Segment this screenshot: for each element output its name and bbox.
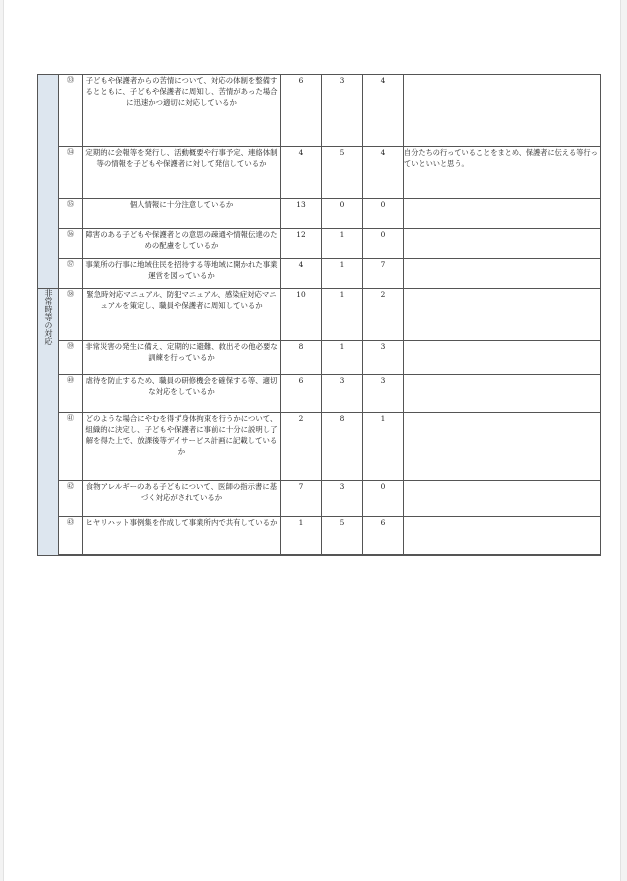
- item-text: 障害のある子どもや保護者との意思の疎通や情報伝達のための配慮をしているか: [83, 229, 281, 259]
- comment-text: [404, 413, 601, 481]
- comment-text: [404, 289, 601, 341]
- item-text: 子どもや保護者からの苦情について、対応の体制を整備するとともに、子どもや保護者に周知し、苦情があった場合に迅速かつ適切に対応しているか: [83, 75, 281, 147]
- comment-text: 自分たちの行っていることをまとめ、保護者に伝える等行っていといいと思う。: [404, 147, 601, 199]
- item-number: ㉝: [59, 75, 83, 147]
- table-row: [38, 147, 601, 199]
- comment-text: [404, 75, 601, 147]
- count-neutral: 1: [322, 229, 363, 259]
- count-yes: 10: [281, 289, 322, 341]
- count-neutral: 3: [322, 375, 363, 413]
- count-neutral: 1: [322, 259, 363, 289]
- comment-text: [404, 341, 601, 375]
- table-row: [38, 259, 601, 289]
- item-text: 事業所の行事に地域住民を招待する等地域に開かれた事業運営を図っているか: [83, 259, 281, 289]
- count-neutral: 1: [322, 289, 363, 341]
- comment-text: [404, 375, 601, 413]
- table-row: [38, 413, 601, 481]
- count-yes: 6: [281, 75, 322, 147]
- count-no: 4: [363, 75, 404, 147]
- item-number: ㉞: [59, 147, 83, 199]
- count-yes: 2: [281, 413, 322, 481]
- count-yes: 12: [281, 229, 322, 259]
- count-no: [363, 555, 404, 556]
- comment-text: [404, 229, 601, 259]
- count-no: 0: [363, 481, 404, 517]
- table-row: [38, 555, 601, 556]
- count-yes: 13: [281, 199, 322, 229]
- section-label: 非常時等の対応: [44, 289, 53, 345]
- item-number: ㊷: [59, 481, 83, 517]
- count-no: 3: [363, 375, 404, 413]
- table-row: [38, 517, 601, 555]
- item-text: 定期的に会報等を発行し、活動概要や行事予定、連絡体制等の情報を子どもや保護者に対して発信しているか: [83, 147, 281, 199]
- item-number: ㊱: [59, 229, 83, 259]
- comment-text: [404, 481, 601, 517]
- count-no: 6: [363, 517, 404, 555]
- evaluation-table: [37, 74, 601, 556]
- item-text: 緊急時対応マニュアル、防犯マニュアル、感染症対応マニュアルを策定し、職員や保護者に周知しているか: [83, 289, 281, 341]
- table-row: [38, 229, 601, 259]
- comment-text: [404, 517, 601, 555]
- count-yes: 8: [281, 341, 322, 375]
- count-no: 4: [363, 147, 404, 199]
- table-body: [38, 75, 601, 556]
- count-neutral: 8: [322, 413, 363, 481]
- item-text: ヒヤリハット事例集を作成して事業所内で共有しているか: [83, 517, 281, 555]
- count-no: 0: [363, 199, 404, 229]
- item-text: 非常災害の発生に備え、定期的に避難、救出その他必要な訓練を行っているか: [83, 341, 281, 375]
- table-row: [38, 375, 601, 413]
- count-no: 0: [363, 229, 404, 259]
- document-page: [3, 0, 621, 881]
- table-row: [38, 75, 601, 147]
- count-yes: 6: [281, 375, 322, 413]
- count-yes: 4: [281, 147, 322, 199]
- item-number: ㉟: [59, 199, 83, 229]
- count-no: 7: [363, 259, 404, 289]
- item-number: ㊸: [59, 517, 83, 555]
- count-no: 2: [363, 289, 404, 341]
- count-neutral: 5: [322, 147, 363, 199]
- count-no: 3: [363, 341, 404, 375]
- comment-text: [404, 199, 601, 229]
- table-row: [38, 481, 601, 517]
- comment-text: [404, 259, 601, 289]
- item-number: [59, 555, 83, 556]
- table-row: [38, 341, 601, 375]
- table-row: [38, 289, 601, 341]
- item-number: ㊶: [59, 413, 83, 481]
- count-neutral: 5: [322, 517, 363, 555]
- count-neutral: 3: [322, 75, 363, 147]
- count-neutral: 3: [322, 481, 363, 517]
- table-row: [38, 199, 601, 229]
- section-label-cell: [38, 75, 59, 289]
- item-number: ㊲: [59, 259, 83, 289]
- item-number: ㊳: [59, 289, 83, 341]
- item-number: ㊵: [59, 375, 83, 413]
- count-yes: 4: [281, 259, 322, 289]
- item-number: ㊴: [59, 341, 83, 375]
- item-text: 虐待を防止するため、職員の研修機会を確保する等、適切な対応をしているか: [83, 375, 281, 413]
- item-text: 食物アレルギーのある子どもについて、医師の指示書に基づく対応がされているか: [83, 481, 281, 517]
- count-yes: 7: [281, 481, 322, 517]
- comment-text: [404, 555, 601, 556]
- item-text: 個人情報に十分注意しているか: [83, 199, 281, 229]
- count-yes: [281, 555, 322, 556]
- count-yes: 1: [281, 517, 322, 555]
- section-label-cell: [38, 289, 59, 556]
- count-neutral: 0: [322, 199, 363, 229]
- count-neutral: [322, 555, 363, 556]
- count-no: 1: [363, 413, 404, 481]
- item-text: [83, 555, 281, 556]
- count-neutral: 1: [322, 341, 363, 375]
- item-text: どのような場合にやむを得ず身体拘束を行うかについて、組織的に決定し、子どもや保護者に事前に十分に説明し了解を得た上で、放課後等デイサービス計画に記載しているか: [83, 413, 281, 481]
